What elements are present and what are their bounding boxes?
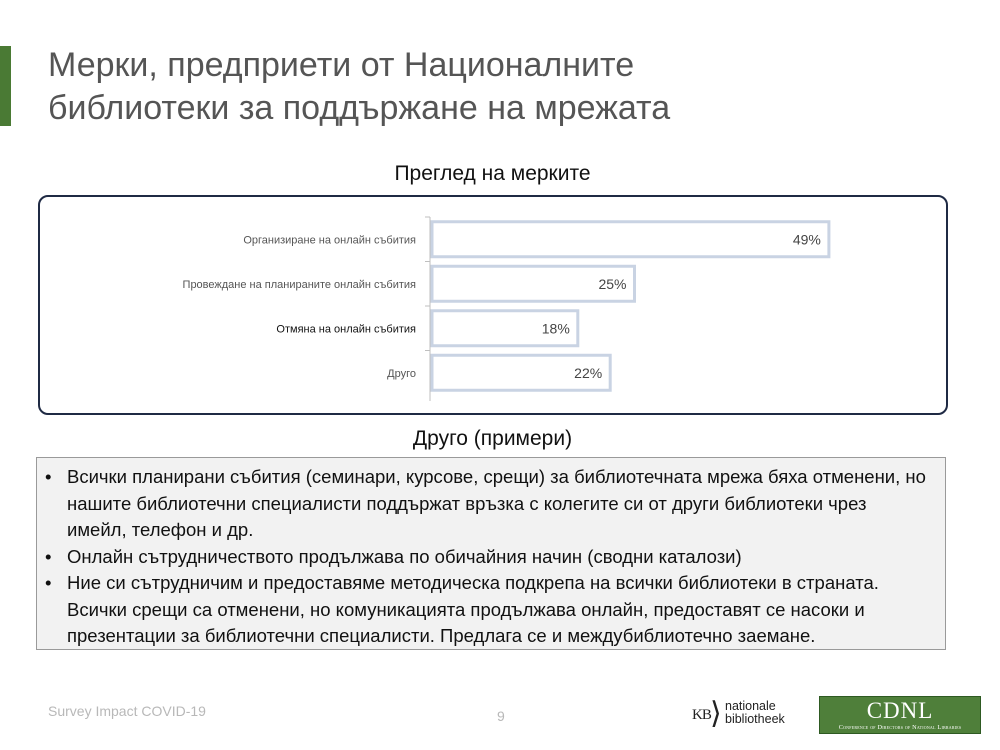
cdnl-logo-main: CDNL bbox=[866, 698, 934, 723]
bullet-icon: • bbox=[45, 545, 52, 567]
value-label-4: 22% bbox=[574, 364, 603, 381]
value-label-1: 49% bbox=[792, 231, 821, 248]
other-example-item-3 bbox=[45, 570, 931, 650]
bar-1 bbox=[432, 222, 829, 257]
kb-logo bbox=[692, 696, 802, 731]
other-example-text-3: Ние си сътрудничим и предоставяме методическа подкрепа на всички библиотеки в страната. Всички срещи са отменени, но комуникацията продължава онлайн, предоставят се насоки и презентации за библиотечни специалисти. Предлага се и междубиблиотечно заемане. bbox=[67, 572, 879, 646]
other-example-text-2: Онлайн сътрудничеството продължава по обичайния начин (сводни каталози) bbox=[67, 545, 742, 567]
category-label-2: Провеждане на планираните онлайн събития bbox=[182, 278, 416, 291]
kb-logo-mark: KB bbox=[692, 707, 711, 723]
footer-survey-label: Survey Impact COVID-19 bbox=[48, 703, 206, 719]
kb-logo-line-2: bibliotheek bbox=[725, 712, 785, 726]
kb-logo-text bbox=[725, 700, 785, 726]
category-label-4: Друго bbox=[387, 367, 416, 380]
accent-bar bbox=[0, 46, 11, 126]
value-label-2: 25% bbox=[598, 275, 627, 292]
cdnl-logo-sub-text: Conference of Directors of National Libraries bbox=[838, 724, 962, 731]
cdnl-logo bbox=[819, 696, 981, 734]
slide-title-line-1: Мерки, предприети от Националните bbox=[48, 46, 635, 84]
kb-logo-line-1: nationale bbox=[725, 699, 776, 713]
other-example-item-2 bbox=[45, 544, 931, 571]
bar-chart bbox=[40, 197, 940, 411]
other-example-text-1: Всички планирани събития (семинари, курсове, срещи) за библиотечната мрежа бяха отменени, но нашите библиотечни специалисти поддържат връзка с колегите си от други библиотеки чрез имейл, телефон и др. bbox=[67, 466, 926, 540]
other-example-item-1 bbox=[45, 464, 931, 544]
slide-title-line-2: библиотеки за поддържане на мрежата bbox=[48, 89, 671, 127]
category-label-3: Отмяна на онлайн събития bbox=[276, 323, 416, 336]
value-label-3: 18% bbox=[541, 320, 570, 337]
bullet-icon: • bbox=[45, 572, 52, 593]
cdnl-logo-sub bbox=[820, 724, 980, 731]
bullet-icon: • bbox=[45, 466, 52, 487]
other-examples-title: Друго (примери) bbox=[412, 427, 573, 450]
category-label-1: Организиране на онлайн събития bbox=[243, 234, 416, 247]
kb-logo-bracket-icon: ⟩ bbox=[710, 696, 722, 731]
other-examples-list bbox=[37, 458, 945, 650]
chart-title: Преглед на мерките bbox=[394, 162, 591, 185]
slide-title bbox=[48, 44, 948, 130]
other-examples-box bbox=[36, 457, 946, 650]
page-number: 9 bbox=[497, 708, 505, 724]
